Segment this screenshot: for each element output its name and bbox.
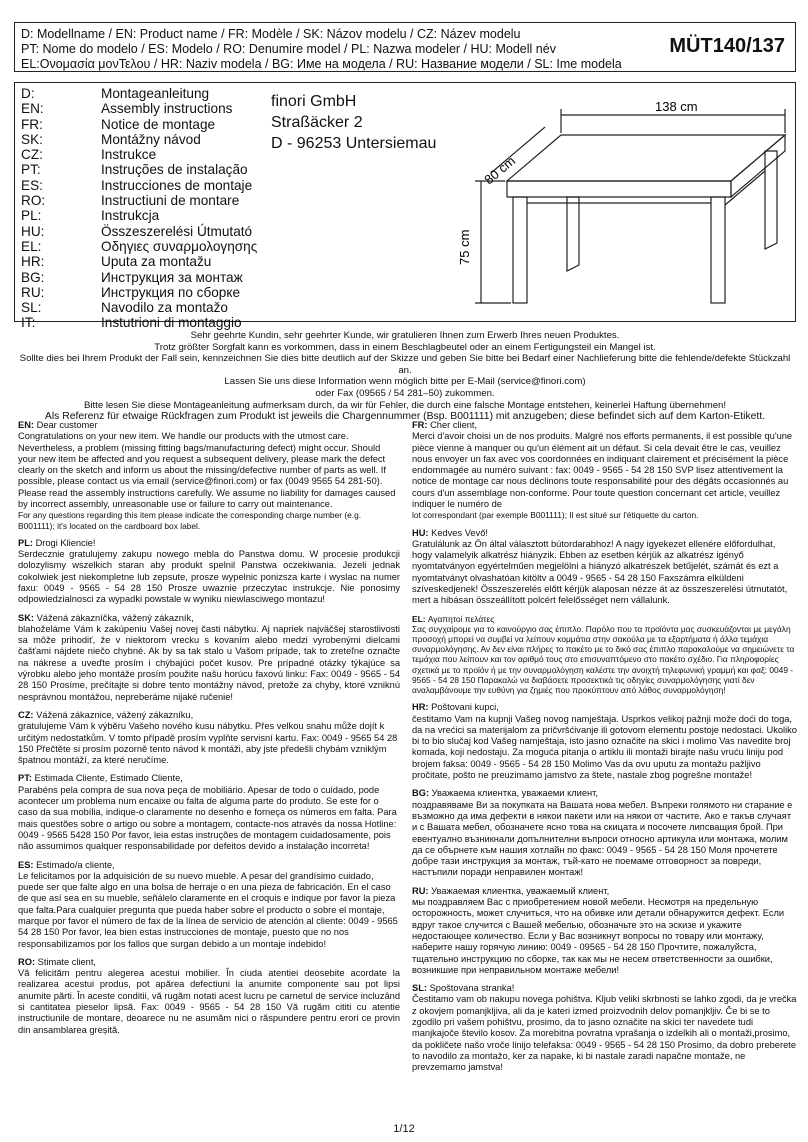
language-title-row xyxy=(21,285,257,300)
language-title-row xyxy=(21,178,257,193)
block-text: Čestitamo vam ob nakupu novega pohištva. Kljub veliki skrbnosti se lahko zgodi, da je vrečka z okovjem pomanjkljiva, ali da je kateri izmed proizvodnih delov pomanjkljiv. Če bi se to zgodilo pri vašem pohištvu, prosimo, da to jasno označite na skici ter navedete tudi manjkajoče število kosov. Za morebitna povratna vprašanja o izdelkih ali o montaži,prosimo, da pokličete našo vroče linijo telefaksa: 0049 - 9565 - 54 28 150 Prosimo, da dobro preberete to navodilo za montažo, ker za napake, ki bi nastale zaradi napačne montaže, ne prevzemamo jamstva! xyxy=(412,994,797,1073)
language-title-row xyxy=(21,132,257,147)
block-greeting: Vážená zákazníčka, vážený zákazník, xyxy=(34,612,194,623)
language-code: IT: xyxy=(21,315,36,331)
block-es xyxy=(18,860,400,950)
language-title: Uputa za montažu xyxy=(101,254,212,270)
block-greeting: Уважаема клиентка, уважаеми клиент, xyxy=(429,788,598,799)
language-title: Instrukce xyxy=(101,147,157,163)
language-title-row xyxy=(21,208,257,223)
language-title: Οδηγιες συναρμολογησης xyxy=(101,238,258,254)
language-title: Összeszerelési Útmutató xyxy=(101,223,253,239)
block-greeting: Уважаемая клиентка, уважаемый клиент, xyxy=(428,885,610,896)
company-name: finori GmbH xyxy=(271,93,357,110)
intro-line: Lassen Sie uns diese Information wenn möglich bitte per E-Mail (service@finori.com) xyxy=(224,376,586,388)
language-code: SK: xyxy=(21,131,43,147)
block-text: blahoželáme Vám k zakúpeniu Vašej novej časti nábytku. Aj napriek najväčšej starostlivosti sa môže prihodiť, že v niektorom vrecku s kovaním alebo medzi vyrobenými dielcami čašťami nájdete niečo chybné. Ak by sa tak stalo u Vašom prípade, tak to zreteľne označte na nákrese a uveďte prosím i chýbajúci počet kusov. Pre prípadné otázky týkajúce sa výrobku alebo jeho montáže prosím použite našu horúcu faxovú linku: Fax: 0049 - 9565 - 54 28 150 Prosíme, prečítajte si dobre tento montážny návod, pretože za chyby, ktoré vzniknú nesprávnou montážou, nepreberáme nijaké ručenie! xyxy=(18,623,400,702)
block-language: HU: xyxy=(412,527,429,538)
language-code: PT: xyxy=(21,162,41,178)
model-label-line: EL:Ονομασία μονΤελου / HR: Naziv modela / BG: Име на модела / RU: Название модели / SL: Ime modela xyxy=(21,57,622,71)
block-text: Serdecznie gratulujemy zakupu nowego mebla do Panstwa domu. W procesie produkcji dolozylismy wszelkich staran aby produkt spelnil Panstwa oczekiwania. Jezeli jednak cokolwiek jest niekompletne lub zepsute, prosze wypelnic ponizsza karte i wyslac na numer faxu: 0049 - 9565 - 54 28 150 Prosze uwaznie przeczytac instrukcje. Nie ponosimy odpowiedzialnosci za wypadki powstale w wyniku niewlasciwego montazu! xyxy=(18,549,400,605)
block-pt xyxy=(18,773,400,852)
block-language: RU: xyxy=(412,885,429,896)
front-left-leg xyxy=(513,197,527,303)
language-title-list xyxy=(21,86,257,331)
model-number: MÜT140/137 xyxy=(669,35,785,57)
language-code: SL: xyxy=(21,300,42,316)
height-label: 75 cm xyxy=(457,229,472,265)
block-text: Le felicitamos por la adquisición de su nuevo mueble. A pesar del grandísimo cuidado, puede ser que falte algo en una bolsa de herraje o en una pieza de fabricación. En el caso de que así sea en su mueble, señálelo claramente en el croquis e indique por favor la pieza que falta.Para cualquier pregunta que pueda haber sobre el producto o sobre el montaje, marque por favor el número de fax de la línea de servicio de atención al cliente: 0049 - 9565 54 28 150 Por favor, lea bien estas instrucciones de montaje, puesto que no nos responsabilizamos por los fallos que surgan debido a un montaje indebido! xyxy=(18,870,398,949)
language-title: Instutrioni di montaggio xyxy=(101,315,242,331)
block-bg xyxy=(412,788,798,878)
block-language: EL: xyxy=(412,613,426,624)
width-label: 138 cm xyxy=(655,99,698,114)
language-title-row xyxy=(21,239,257,254)
language-code: BG: xyxy=(21,269,45,285)
block-hr xyxy=(412,702,798,781)
block-language: ES: xyxy=(18,859,34,870)
language-title: Notice de montage xyxy=(101,116,216,132)
language-title: Navodilo za montažo xyxy=(101,300,228,316)
block-language: BG: xyxy=(412,788,430,799)
german-intro xyxy=(14,330,796,423)
block-language: FR: xyxy=(412,420,428,430)
language-title: Assembly instructions xyxy=(101,101,233,117)
language-title-row xyxy=(21,300,257,315)
block-text: Parabéns pela compra de sua nova peça de mobiliário. Apesar de todo o cuidado, pode acontecer um problema num encaixe ou falta de alguma parte do produto. Se este for o caso da sua mobília, indique-o claramente no desenho e forneça os números em falta. Para mais questões sobre o artigo ou sobre a montagem, contacte-nos através da nossa Hotline: 0049 - 9565 5428 150 Por favor, leia estas instruções de montagem cuidadosamente, pois não assumimos qualquer responsabilidade por defeitos devido a instalação incorreta! xyxy=(18,784,397,852)
language-title-row xyxy=(21,224,257,239)
block-text: Merci d'avoir choisi un de nos produits. Malgré nos efforts permanents, il est possible qu'une pièce vienne à manquer ou qu'un élément ait un défaut. Si cela devait être le cas, veuillez nous envoyer un fax avec vos coordonnées en indiquant clairement et précisément la pièce endommagée au numéro suivant : fax: 0049 - 9565 - 54 28 150 SVP lisez attentivement la notice de montage car nous déclinons toute responsabilité pour des dégâts occasionnés au cours d'un assemblage non-conforme. Pour toute question concernant cet article, veuillez indiquer le numéro de xyxy=(412,431,793,510)
block-fr xyxy=(412,420,798,521)
block-language: RO: xyxy=(18,956,36,967)
company-street: Straßäcker 2 xyxy=(271,114,363,131)
block-greeting: Cher client, xyxy=(427,420,478,430)
block-greeting: Vážená zákaznice, vážený zákazníku, xyxy=(33,709,194,720)
model-label-line: D: Modellname / EN: Product name / FR: Modèle / SK: Názov modelu / CZ: Název modelu xyxy=(21,27,521,41)
block-language: PL: xyxy=(18,537,33,548)
block-greeting: Αγαπητοί πελάτες xyxy=(425,613,495,624)
language-code: PL: xyxy=(21,208,42,224)
back-right-leg xyxy=(765,151,777,249)
tabletop-surface xyxy=(507,135,785,181)
language-code: D: xyxy=(21,86,35,101)
block-en xyxy=(18,420,400,531)
language-title-row xyxy=(21,101,257,116)
block-language: CZ: xyxy=(18,709,34,720)
block-ru xyxy=(412,886,798,976)
block-sk xyxy=(18,613,400,703)
language-code: ES: xyxy=(21,177,43,193)
language-title-row xyxy=(21,315,257,330)
block-language: HR: xyxy=(412,702,429,713)
language-title: Montážny návod xyxy=(101,131,201,147)
block-el xyxy=(412,614,798,696)
block-language: EN: xyxy=(18,420,35,430)
block-extra: lot correspondant (par exemple B001111); Il est situé sur l'étiquette du carton. xyxy=(412,510,699,521)
back-left-leg xyxy=(567,197,579,271)
block-greeting: Drogi Kliencie! xyxy=(32,537,96,548)
company-address xyxy=(271,91,436,154)
language-title: Instrucciones de montaje xyxy=(101,177,253,193)
intro-line: oder Fax (09565 / 54 281–50) zukommen. xyxy=(315,387,495,399)
language-title-row xyxy=(21,270,257,285)
block-extra: For any questions regarding this item please indicate the corresponding charge number (e.g. B001111); it's located on the cardboard box label. xyxy=(18,510,362,531)
table-drawing xyxy=(445,93,791,315)
block-hu xyxy=(412,528,798,607)
language-code: FR: xyxy=(21,116,43,132)
left-column xyxy=(18,420,400,1043)
block-greeting: Estimado/a cliente, xyxy=(33,859,115,870)
language-title-row xyxy=(21,193,257,208)
page-number: 1/12 xyxy=(393,1123,415,1135)
tabletop-front-edge xyxy=(507,181,731,197)
block-greeting: Estimada Cliente, Estimado Cliente, xyxy=(31,773,183,784)
block-cz xyxy=(18,710,400,766)
block-text: мы поздравляем Вас с приобретением новой мебели. Несмотря на предельную осторожность, может случиться, что на обивке или детали обнаружится дефект. Если вдруг такое случится с Вашей мебелью, обозначьте это на эскизе и укажите недостающее количество. Если у Вас возникнут вопросы по товару или монтажу, наберите нашу горячую линию: 0049 - 09565 - 54 28 150 Прочтите, пожалуйста, тщательно инструкцию по сборке, так как мы не несем ответственности за ошибки, возникшие при неправильном монтаже мебели! xyxy=(412,897,785,975)
block-text: Congratulations on your new item. We handle our products with the utmost care. Nevertheless, a problem (missing fitting bags/manufacturing defect) might occur. Should your new item be affected and you request a subsequent delivery, please mark the defect clearly on the sketch and inform us about the missing/defective number of parts as well. If possible, please contact us via email (service@finori.com) or fax (0049 9565 54 281-50). Please read the assembly instructions carefully. We assume no liability for damages caused by incorrect assembly, unreasonable use or failure to carry out maintenance. xyxy=(18,431,396,510)
block-language: PT: xyxy=(18,773,32,784)
block-ro xyxy=(18,957,400,1036)
model-header xyxy=(14,22,796,72)
model-label-line: PT: Nome do modelo / ES: Modelo / RO: Denumire model / PL: Nazwa modeler / HU: Modell név xyxy=(21,42,556,56)
language-title: Instructiuni de montare xyxy=(101,193,240,209)
language-code: HU: xyxy=(21,223,45,239)
block-greeting: Dear customer xyxy=(34,420,98,430)
language-title: Instruções de instalação xyxy=(101,162,248,178)
block-text: Vă felicităm pentru alegerea acestui mobilier. În ciuda atentiei deosebite acordate la realizarea acestui produs, pot apărea defectiuni la anumite componente sau pot lipsi anumite părti. În aceste conditii, vă rugăm notati acest lucru pe carnetul de service incluzând si cantitatea pieselor lipsă. Fax: 0049 - 9565 - 54 28 150 Vă rugăm cititi cu atentie instructiunile de montare, deoarece nu ne asumăm nici o răspundere pentru erori ce provin din ansamblarea greșită. xyxy=(18,968,400,1035)
block-pl xyxy=(18,538,400,606)
language-code: RU: xyxy=(21,284,45,300)
language-title: Montageanleitung xyxy=(101,86,210,101)
block-greeting: Spoštovana stranka! xyxy=(426,983,515,994)
language-title-row xyxy=(21,162,257,177)
title-section xyxy=(14,82,796,331)
language-title: Instrukcja xyxy=(101,208,160,224)
block-language: SK: xyxy=(18,612,35,623)
block-greeting: Poštovani kupci, xyxy=(428,702,499,713)
company-city: D - 96253 Untersiemau xyxy=(271,135,437,152)
language-title-row xyxy=(21,254,257,269)
intro-line: Sollte dies bei Ihrem Produkt der Fall sein, kennzeichnen Sie dies bitte deutlich auf der Skizze und geben Sie bitte bei Bedarf einer Nachlieferung bitte die fehlende/defekte Stückzahl an. xyxy=(19,353,791,376)
intro-line: Bitte lesen Sie diese Montageanleitung aufmerksam durch, da wir für Fehler, die durch eine falsche Montage entstehen, keinerlei Haftung übernehmen! xyxy=(83,399,727,411)
block-text: Gratulálunk az Ön által választott bútordarabhoz! A nagy igyekezet ellenére előfordulhat, hogy valamelyik alkatrész hiányzik. Ebben az esetben kérjük az alkatrész igényő nyomtatványon egyértelműen megjelölni a hiányzó alkatrészek betűjelét, számát és ezt a nyomtatványt olvashatóan kitöltv a 0049 - 9565 - 54 28 150 Faxszámra elküldeni szíveskedjenek! Összeszerelés előtt kérjük alaposan nézze át az összeszerelési útmutatót, mert a hibásan összeállított polcért felelősséget nem vállalunk. xyxy=(412,538,788,606)
language-title-row xyxy=(21,147,257,162)
right-column xyxy=(412,420,798,1080)
block-sl xyxy=(412,983,798,1073)
block-greeting: Stimate client, xyxy=(35,956,97,967)
language-code: EN: xyxy=(21,101,44,117)
language-code: RO: xyxy=(21,193,46,209)
model-name-labels xyxy=(21,27,622,72)
language-code: CZ: xyxy=(21,147,43,163)
front-right-leg xyxy=(711,197,725,303)
block-text: čestitamo Vam na kupnji Vašeg novog namještaja. Usprkos velikoj pažnji može doći do toga, da na vrećici sa materijalom za pričvršćivanje ili gotovom elementu postoje nedostaci. Ukoliko bi to bio slučaj kod Vašeg namještaja, isto jasno označite na skici i molimo Vas navedite broj komada, koji nedostaju. Za moguća pitanja o artiklu ili montaži birajte našu vruću liniju pod brojem faksa: 0049 - 9565 - 54 28 150 Molimo Vas da ovu uputu za montažu pažljivo pročitate, pošto ne preuzimamo jamstvo za štete, nastale zbog pogrešne montaže! xyxy=(412,713,797,781)
language-title-row xyxy=(21,86,257,101)
block-language: SL: xyxy=(412,983,427,994)
block-text: gratulujeme Vám k výběru Vašeho nového kusu nábytku. Přes velkou snahu může dojít k určitým nedostatkům. V tomto případě prosím vyplňte servisní kartu. Fax: 0049 - 9565 54 28 150 Přečtěte si prosím pozorně tento návod k montáži, aby jste předešli chybám vzniklým špatnou montáží, za které neručíme. xyxy=(18,721,398,766)
language-title: Инструкция по сборке xyxy=(101,284,241,300)
language-title-row xyxy=(21,117,257,132)
intro-line: Sehr geehrte Kundin, sehr geehrter Kunde, wir gratulieren Ihnen zum Erwerb Ihres neuen Produktes. xyxy=(190,330,620,341)
block-text: Σας συγχαίρομε για το καινούργιο σας έπιπλο. Παρόλο που τα προϊόντα μας συσκευάζονται με μεγάλη προσοχή μπορεί να συμβεί να λείπουν κομμάτια στην σακούλα με τα εξαρτήματα ή άλλα τεμάχια συναρμολόγησης. Αν δεν είναι πλήρες το πακέτο με το δικό σας έπιπλο παρακαλούμε να σημειώνετε τα τεμάχια που λείπουν και τον αριθμό τους στο επισυναπτόμενο στο πακέτο σχέδιο. Για πληροφορίες σχετικά με το προϊόν ή με την συναρμολόγηση καλέστε την ανοιχτή τηλεφωνική γραμμή και φαξ: 0049 - 9565 - 54 28 150 Παρακαλώ να διαβάσετε προσεκτικά τις οδηγίες συναρμολόγησης γιατί δεν αναλαμβάνουμε την ευθύνη για ζημιές που προκύπτουν από λάθος συναρμολόγηση! xyxy=(412,623,795,696)
language-title: Инструкция за монтаж xyxy=(101,269,243,285)
intro-line: Als Referenz für etwaige Rückfragen zum Produkt ist jeweils die Chargennummer (Bsp. B001111) mit anzugeben; diese befindet sich auf dem Karton-Etikett. xyxy=(44,411,766,423)
block-text: поздравяваме Ви за покупката на Вашата нова мебел. Въпреки голямото ни старание е възможно да има дефекти в някои пакети или на някои от частите. Ако е такъв случаят и с Вашата мебел, обозначете ясно това на скицата и посочете липсващия брой. При евентуално възникнали допълнителни въпроси относно артикула или монтажа, молим да се обърнете към нашия хотлайн по факс: 0049 - 9565 - 54 28 150 Моля прочетете добре тази инструкция за монтаж, тъй-като не поемаме отговорност за повреди, настъпили поради неправилен монтаж! xyxy=(412,799,793,878)
block-greeting: Kedves Vevő! xyxy=(428,527,488,538)
language-code: EL: xyxy=(21,238,42,254)
language-code: HR: xyxy=(21,254,45,270)
depth-label: 80 cm xyxy=(481,153,519,188)
intro-line: Trotz größter Sorgfalt kann es vorkommen, dass in einem Beschlagbeutel oder an einem Fertigungsteil ein Mangel ist. xyxy=(154,341,656,353)
